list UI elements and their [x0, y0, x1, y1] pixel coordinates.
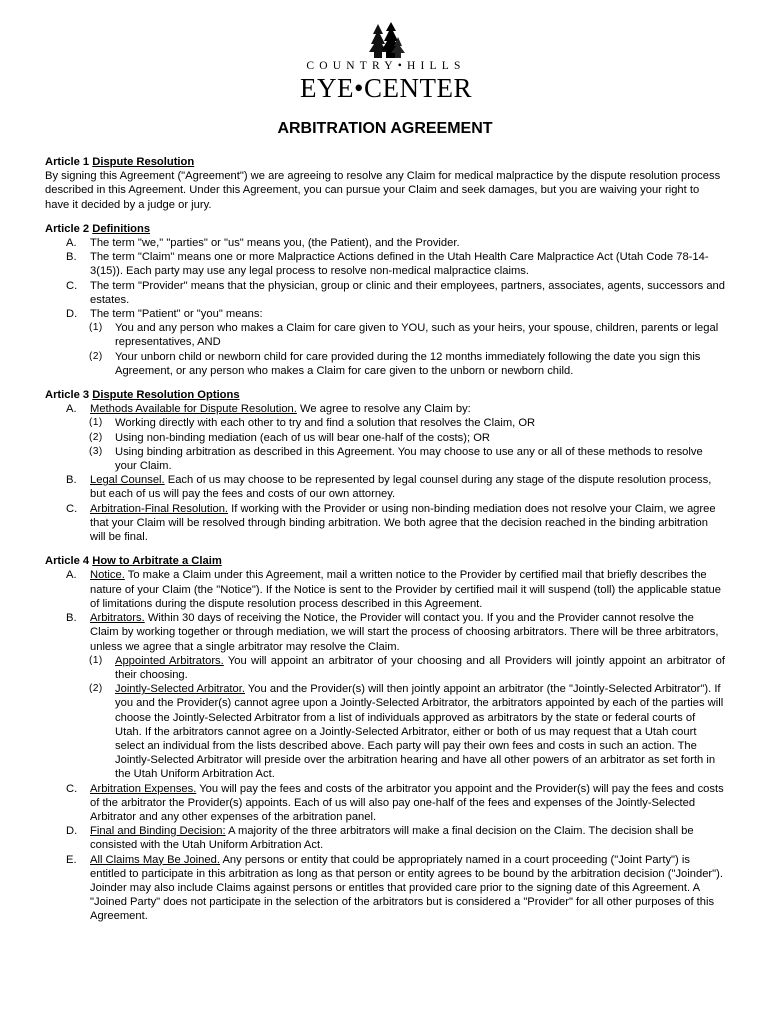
subitem-number: (1) — [89, 322, 103, 334]
subitem-text: You and the Provider(s) will then jointly appoint an arbitrator (the "Jointly-Selected Arbitrator"). If you and the Provider(s) cannot agree upon a Jointly-Selected Arbitrator, the arbitrators appointed by each of the parties will choose the Jointly-Selected Arbitrator from a list of individuals approved as arbitrators by the state or federal courts of Utah. If the arbitrators cannot agree on a Jointly-Selected Arbitrator, either or both of us may request that a Utah court select an individual from the lists described above. Each party will pay their own fees and costs in such an action. The Jointly-Selected Arbitrator will preside over the arbitration hearing and have all other powers of an arbitrator as set forth in the Utah Uniform Arbitration Act. — [115, 683, 724, 781]
article-4-item-a — [45, 568, 725, 611]
article-1-heading — [45, 155, 725, 169]
article-4-b-2 — [45, 682, 725, 781]
subitem-text: Working directly with each other to try and find a solution that resolves the Claim, OR — [115, 417, 536, 430]
item-label: Notice. — [90, 569, 125, 582]
subitem-text: Using binding arbitration as described in this Agreement. You may choose to use any or all of these methods to resolve your Claim. — [115, 445, 703, 473]
item-text: Each of us may choose to be represented by legal counsel during any stage of the dispute resolution process, but each of us will pay the fees and costs of our own attorney. — [90, 474, 712, 501]
definition-b — [45, 250, 725, 278]
subitem-number: (1) — [89, 417, 103, 429]
item-text: Within 30 days of receiving the Notice, the Provider will contact you. If you and the Provider cannot resolve the Claim by working together or through mediation, we will start the process of choosing arbitrators. There will be three arbitrators, unless we agree that a single arbitrator may resolve the Claim. — [90, 612, 719, 653]
item-letter: A. — [66, 237, 77, 250]
agreement-body — [45, 155, 725, 924]
company-logo — [296, 22, 476, 106]
definition-d-2 — [45, 350, 725, 378]
article-2-heading — [45, 222, 725, 236]
item-text: The term "Patient" or "you" means: — [90, 308, 263, 321]
item-letter: C. — [66, 502, 78, 515]
article-2-prefix: Article 2 — [45, 222, 90, 235]
item-text: You will pay the fees and costs of the arbitrator you appoint and the Provider(s) will pay the fees and costs of the arbitrator the Provider(s) appoints. Each of us will also pay one-half of the fees and expenses of the Jointly-Selected Arbitrator and any other expenses of the arbitration panel. — [90, 782, 724, 823]
article-3-item-a — [45, 402, 725, 416]
item-text: The term "Provider" means that the physician, group or clinic and their employees, partners, associates, agents, successors and estates. — [90, 279, 725, 306]
subitem-label: Jointly-Selected Arbitrator. — [115, 683, 245, 696]
item-text: The term "we," "parties" or "us" means you, (the Patient), and the Provider. — [90, 237, 460, 250]
subitem-number: (2) — [89, 431, 103, 443]
subitem-text: You and any person who makes a Claim for care given to YOU, such as your heirs, your spouse, children, parents or legal representatives, AND — [115, 322, 719, 349]
item-label: All Claims May Be Joined. — [90, 853, 220, 866]
subitem-number: (2) — [89, 350, 103, 362]
item-text: The term "Claim" means one or more Malpractice Actions defined in the Utah Health Care Malpractice Act (Utah Code 78-14-3(15)). Each party may use any legal process to resolve non-medical malpractice claims. — [90, 251, 709, 278]
item-letter: D. — [66, 825, 78, 838]
document-title: ARBITRATION AGREEMENT — [277, 120, 493, 137]
article-3-a-2 — [45, 431, 725, 445]
article-4-heading — [45, 554, 725, 568]
item-label: Arbitration-Final Resolution. — [90, 502, 229, 515]
item-text: We agree to resolve any Claim by: — [296, 403, 471, 416]
item-letter: B. — [66, 251, 77, 264]
item-label: Arbitrators. — [90, 612, 145, 625]
article-4-prefix: Article 4 — [45, 555, 90, 568]
article-3-a-1 — [45, 416, 725, 430]
article-4-item-d — [45, 824, 725, 852]
definition-a — [45, 236, 725, 250]
item-letter: A. — [66, 569, 77, 582]
item-letter: E. — [66, 853, 77, 866]
article-4-item-e — [45, 853, 725, 924]
subitem-text: Using non-binding mediation (each of us will bear one-half of the costs); OR — [115, 431, 490, 444]
item-text: If working with the Provider or using non-binding mediation does not resolve your Claim, we agree that your Claim will be resolved through binding arbitration. We both agree that the decision reached in the binding arbitration will be final. — [90, 502, 716, 544]
article-1-intro: By signing this Agreement ("Agreement") we are agreeing to resolve any Claim for medical malpractice by the dispute resolution process described in this Agreement. Under this Agreement, you can pursue your Claim and seek damages, but you are waiving your right to have it decided by a judge or jury. — [45, 170, 721, 211]
logo-line-country-hills: COUNTRY•HILLS — [306, 60, 466, 72]
subitem-label: Appointed Arbitrators. — [115, 654, 224, 667]
item-letter: B. — [66, 612, 77, 625]
article-3-title: Dispute Resolution Options — [92, 389, 240, 402]
item-label: Final and Binding Decision: — [90, 825, 226, 838]
item-label: Legal Counsel. — [90, 474, 165, 487]
item-text: To make a Claim under this Agreement, mail a written notice to the Provider by certified mail that briefly describes the nature of your Claim (the "Notice"). If the Notice is sent to the Provider by certified mail it will suspend (toll) the applicable statue of limitations during the dispute resolution process described in this Agreement. — [90, 569, 721, 610]
subitem-number: (1) — [89, 654, 103, 666]
item-label: Arbitration Expenses. — [90, 782, 197, 795]
article-2-title: Definitions — [92, 222, 151, 235]
item-letter: C. — [66, 279, 78, 292]
item-letter: C. — [66, 782, 78, 795]
item-letter: B. — [66, 474, 77, 487]
logo-line-eye-center: EYE•CENTER — [300, 73, 472, 103]
definition-d — [45, 307, 725, 321]
subitem-text: Your unborn child or newborn child for care provided during the 12 months immediately following the date you sign this Agreement, or any person who makes a Claim for care given to the unborn or newborn child. — [115, 350, 701, 377]
subitem-number: (3) — [89, 445, 103, 457]
article-4-item-c — [45, 782, 725, 825]
article-4-title: How to Arbitrate a Claim — [92, 555, 222, 568]
article-1-title: Dispute Resolution — [92, 156, 195, 168]
definition-d-1 — [45, 321, 725, 349]
subitem-text: You will appoint an arbitrator of your choosing and all Providers will jointly appoint an arbitrator of their choosing. — [115, 654, 725, 681]
article-4-item-b — [45, 611, 725, 654]
item-text: Any persons or entity that could be appropriately named in a court proceeding ("Joint Party") is entitled to participate in this arbitration as long as that person or entity agrees to be bound by the arbitration decision ("Joinder"). Joinder may also include Claims against persons or entitles that provided care prior to the signing date of this Agreement. A "Joined Party" does not participate in the selection of the arbitrators but is considered a "Provider" for all other purposes of this Agreement. — [90, 853, 723, 923]
article-3-heading — [45, 388, 725, 402]
item-text: A majority of the three arbitrators will make a final decision on the Claim. The decision shall be consisted with the Utah Uniform Arbitration Act. — [90, 825, 694, 852]
item-label: Methods Available for Dispute Resolution. — [90, 403, 297, 416]
pine-trees-icon — [366, 22, 406, 60]
item-letter: D. — [66, 308, 78, 321]
subitem-number: (2) — [89, 683, 103, 695]
item-letter: A. — [66, 403, 77, 416]
article-3-prefix: Article 3 — [45, 389, 90, 402]
article-4-b-1 — [45, 654, 725, 682]
article-3-a-3 — [45, 445, 725, 473]
article-3-item-b — [45, 473, 725, 501]
article-3-item-c — [45, 502, 725, 545]
definition-c — [45, 279, 725, 307]
article-1-prefix: Article 1 — [45, 156, 90, 168]
